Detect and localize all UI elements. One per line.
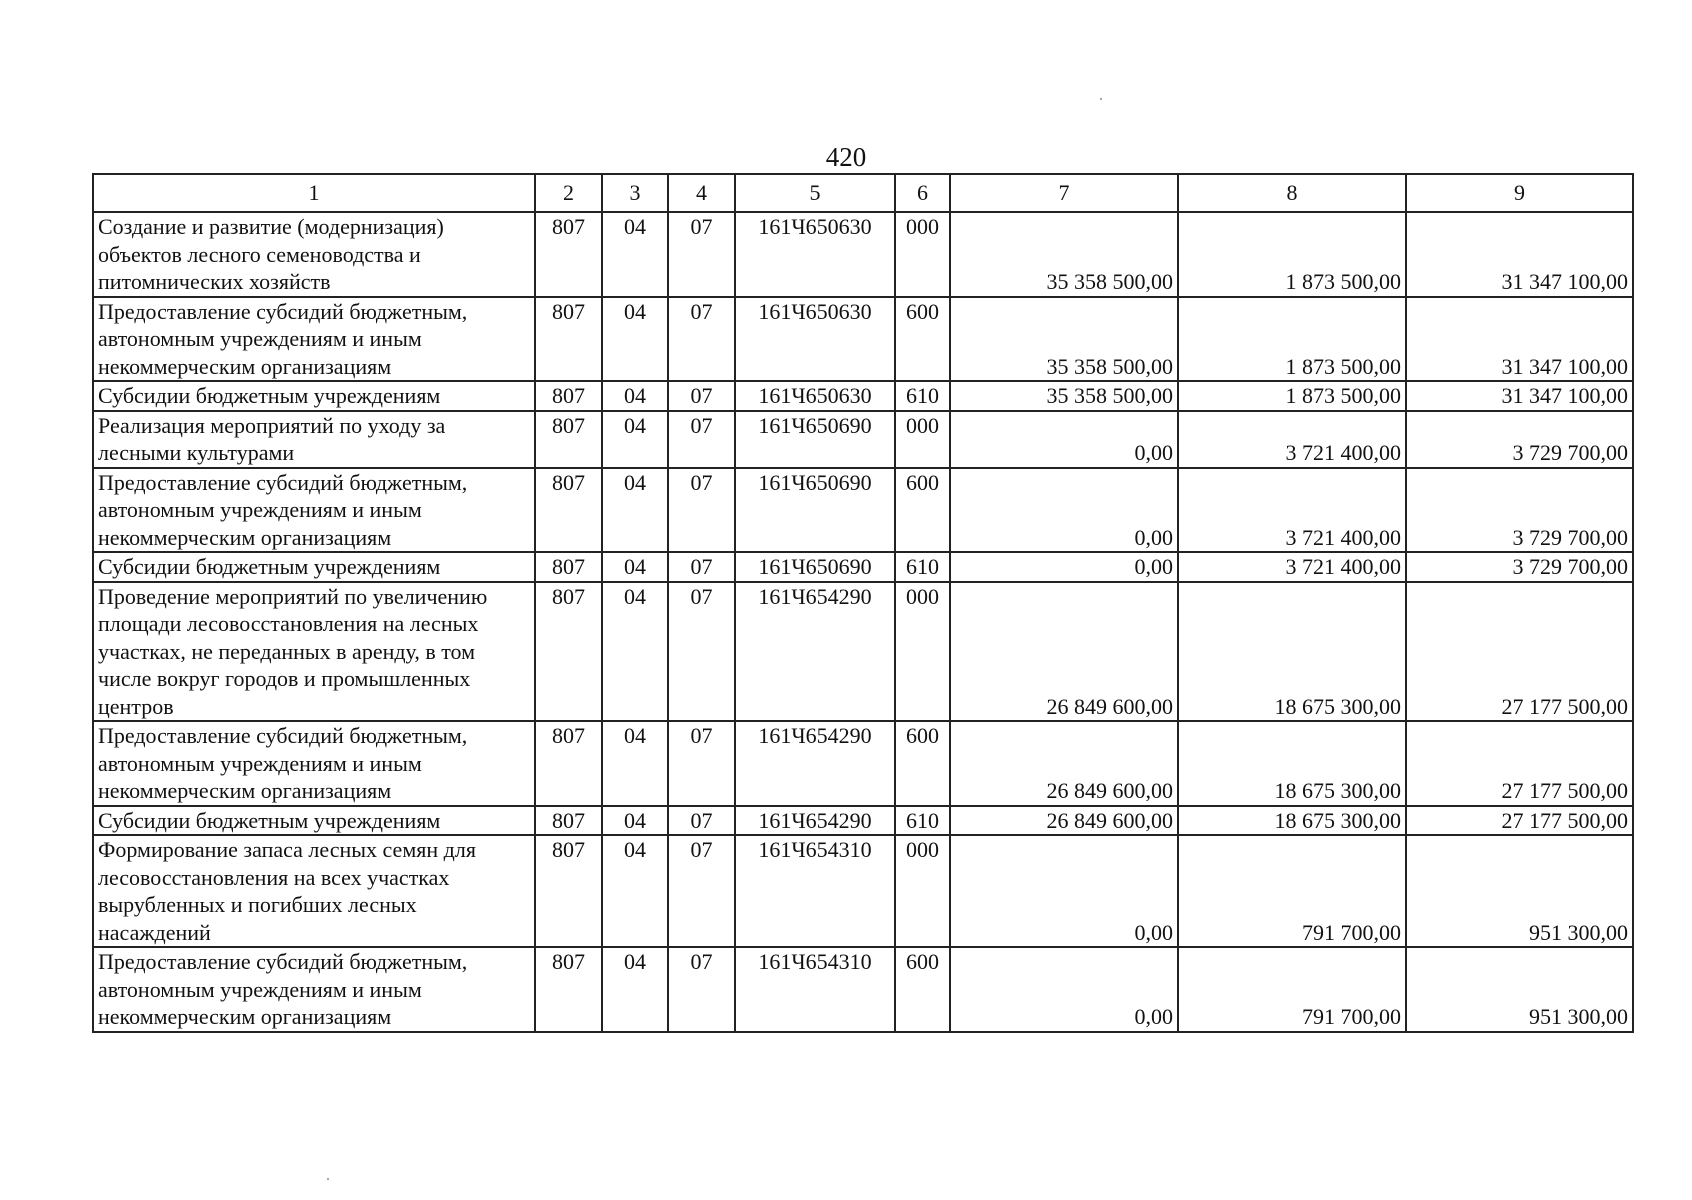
header-cell-6: 6 xyxy=(895,174,950,212)
row-c7: 26 849 600,00 xyxy=(950,721,1178,806)
row-c9: 27 177 500,00 xyxy=(1406,806,1633,836)
row-c3: 04 xyxy=(602,806,668,836)
row-c9: 3 729 700,00 xyxy=(1406,468,1633,553)
row-c7: 26 849 600,00 xyxy=(950,806,1178,836)
row-name: Создание и развитие (модернизация) объектов лесного семеноводства и питомнических хозяйств xyxy=(93,212,535,297)
row-c6: 000 xyxy=(895,582,950,722)
row-c5: 161Ч654290 xyxy=(735,582,895,722)
page-number: 420 xyxy=(825,142,867,172)
row-c7: 0,00 xyxy=(950,835,1178,947)
row-name: Формирование запаса лесных семян для лесовосстановления на всех участках вырубленных и погибших лесных насаждений xyxy=(93,835,535,947)
row-c4: 07 xyxy=(668,947,735,1032)
row-c5: 161Ч654310 xyxy=(735,835,895,947)
row-c8: 18 675 300,00 xyxy=(1178,806,1406,836)
table-row xyxy=(93,297,1633,382)
row-name: Предоставление субсидий бюджетным, автономным учреждениям и иным некоммерческим организациям xyxy=(93,721,535,806)
row-c4: 07 xyxy=(668,552,735,582)
row-c6: 000 xyxy=(895,411,950,468)
row-c3: 04 xyxy=(602,468,668,553)
row-c8: 791 700,00 xyxy=(1178,835,1406,947)
row-c4: 07 xyxy=(668,381,735,411)
row-c3: 04 xyxy=(602,411,668,468)
row-name: Субсидии бюджетным учреждениям xyxy=(93,806,535,836)
row-c2: 807 xyxy=(535,468,602,553)
row-c9: 31 347 100,00 xyxy=(1406,212,1633,297)
row-c3: 04 xyxy=(602,552,668,582)
row-c6: 000 xyxy=(895,835,950,947)
row-name: Субсидии бюджетным учреждениям xyxy=(93,381,535,411)
row-c6: 000 xyxy=(895,212,950,297)
row-c2: 807 xyxy=(535,381,602,411)
row-c2: 807 xyxy=(535,806,602,836)
header-cell-9: 9 xyxy=(1406,174,1633,212)
row-c5: 161Ч650690 xyxy=(735,468,895,553)
row-c7: 0,00 xyxy=(950,552,1178,582)
table-row xyxy=(93,947,1633,1032)
row-c2: 807 xyxy=(535,411,602,468)
row-name: Предоставление субсидий бюджетным, автономным учреждениям и иным некоммерческим организациям xyxy=(93,468,535,553)
row-c2: 807 xyxy=(535,552,602,582)
table-row xyxy=(93,468,1633,553)
row-c5: 161Ч654290 xyxy=(735,806,895,836)
row-c4: 07 xyxy=(668,411,735,468)
row-c8: 18 675 300,00 xyxy=(1178,582,1406,722)
row-c9: 31 347 100,00 xyxy=(1406,381,1633,411)
table-row xyxy=(93,212,1633,297)
row-c3: 04 xyxy=(602,947,668,1032)
row-c4: 07 xyxy=(668,297,735,382)
row-c9: 3 729 700,00 xyxy=(1406,411,1633,468)
scan-speck xyxy=(1100,98,1102,100)
row-c9: 27 177 500,00 xyxy=(1406,721,1633,806)
row-name: Проведение мероприятий по увеличению площади лесовосстановления на лесных участках, не переданных в аренду, в том числе вокруг городов и промышленных центров xyxy=(93,582,535,722)
table-row xyxy=(93,835,1633,947)
row-c5: 161Ч650630 xyxy=(735,381,895,411)
row-c3: 04 xyxy=(602,212,668,297)
row-name: Реализация мероприятий по уходу за лесными культурами xyxy=(93,411,535,468)
row-c2: 807 xyxy=(535,582,602,722)
row-c4: 07 xyxy=(668,468,735,553)
row-c6: 600 xyxy=(895,468,950,553)
row-c2: 807 xyxy=(535,212,602,297)
row-c8: 1 873 500,00 xyxy=(1178,297,1406,382)
row-c4: 07 xyxy=(668,212,735,297)
row-c9: 951 300,00 xyxy=(1406,947,1633,1032)
table-row xyxy=(93,806,1633,836)
row-c3: 04 xyxy=(602,297,668,382)
row-c8: 1 873 500,00 xyxy=(1178,212,1406,297)
budget-table xyxy=(92,173,1634,1033)
header-cell-7: 7 xyxy=(950,174,1178,212)
row-c9: 951 300,00 xyxy=(1406,835,1633,947)
row-c7: 0,00 xyxy=(950,411,1178,468)
row-c5: 161Ч650630 xyxy=(735,212,895,297)
row-c5: 161Ч650630 xyxy=(735,297,895,382)
row-c4: 07 xyxy=(668,806,735,836)
table-row xyxy=(93,552,1633,582)
scan-speck xyxy=(327,1178,329,1180)
row-c6: 600 xyxy=(895,947,950,1032)
row-c2: 807 xyxy=(535,721,602,806)
row-c6: 610 xyxy=(895,381,950,411)
row-c3: 04 xyxy=(602,582,668,722)
header-cell-3: 3 xyxy=(602,174,668,212)
header-cell-8: 8 xyxy=(1178,174,1406,212)
header-cell-5: 5 xyxy=(735,174,895,212)
row-c4: 07 xyxy=(668,721,735,806)
row-name: Субсидии бюджетным учреждениям xyxy=(93,552,535,582)
row-c9: 31 347 100,00 xyxy=(1406,297,1633,382)
table-row xyxy=(93,721,1633,806)
header-cell-4: 4 xyxy=(668,174,735,212)
row-c9: 3 729 700,00 xyxy=(1406,552,1633,582)
row-c7: 35 358 500,00 xyxy=(950,212,1178,297)
row-c7: 0,00 xyxy=(950,468,1178,553)
row-c3: 04 xyxy=(602,381,668,411)
row-c3: 04 xyxy=(602,721,668,806)
row-c4: 07 xyxy=(668,835,735,947)
row-c7: 26 849 600,00 xyxy=(950,582,1178,722)
row-name: Предоставление субсидий бюджетным, автономным учреждениям и иным некоммерческим организациям xyxy=(93,947,535,1032)
row-c2: 807 xyxy=(535,947,602,1032)
header-row xyxy=(93,174,1633,212)
row-c8: 3 721 400,00 xyxy=(1178,552,1406,582)
row-c6: 610 xyxy=(895,806,950,836)
row-c6: 600 xyxy=(895,721,950,806)
table-row xyxy=(93,411,1633,468)
row-c6: 610 xyxy=(895,552,950,582)
row-c7: 0,00 xyxy=(950,947,1178,1032)
row-c6: 600 xyxy=(895,297,950,382)
row-c8: 3 721 400,00 xyxy=(1178,411,1406,468)
row-c8: 18 675 300,00 xyxy=(1178,721,1406,806)
row-c2: 807 xyxy=(535,297,602,382)
row-c9: 27 177 500,00 xyxy=(1406,582,1633,722)
row-c8: 1 873 500,00 xyxy=(1178,381,1406,411)
row-c5: 161Ч654310 xyxy=(735,947,895,1032)
table-row xyxy=(93,381,1633,411)
row-c2: 807 xyxy=(535,835,602,947)
row-c7: 35 358 500,00 xyxy=(950,381,1178,411)
header-cell-1: 1 xyxy=(93,174,535,212)
table-row xyxy=(93,582,1633,722)
row-c5: 161Ч654290 xyxy=(735,721,895,806)
row-c7: 35 358 500,00 xyxy=(950,297,1178,382)
row-c8: 791 700,00 xyxy=(1178,947,1406,1032)
row-c5: 161Ч650690 xyxy=(735,552,895,582)
row-name: Предоставление субсидий бюджетным, автономным учреждениям и иным некоммерческим организациям xyxy=(93,297,535,382)
row-c3: 04 xyxy=(602,835,668,947)
header-cell-2: 2 xyxy=(535,174,602,212)
row-c8: 3 721 400,00 xyxy=(1178,468,1406,553)
row-c4: 07 xyxy=(668,582,735,722)
row-c5: 161Ч650690 xyxy=(735,411,895,468)
